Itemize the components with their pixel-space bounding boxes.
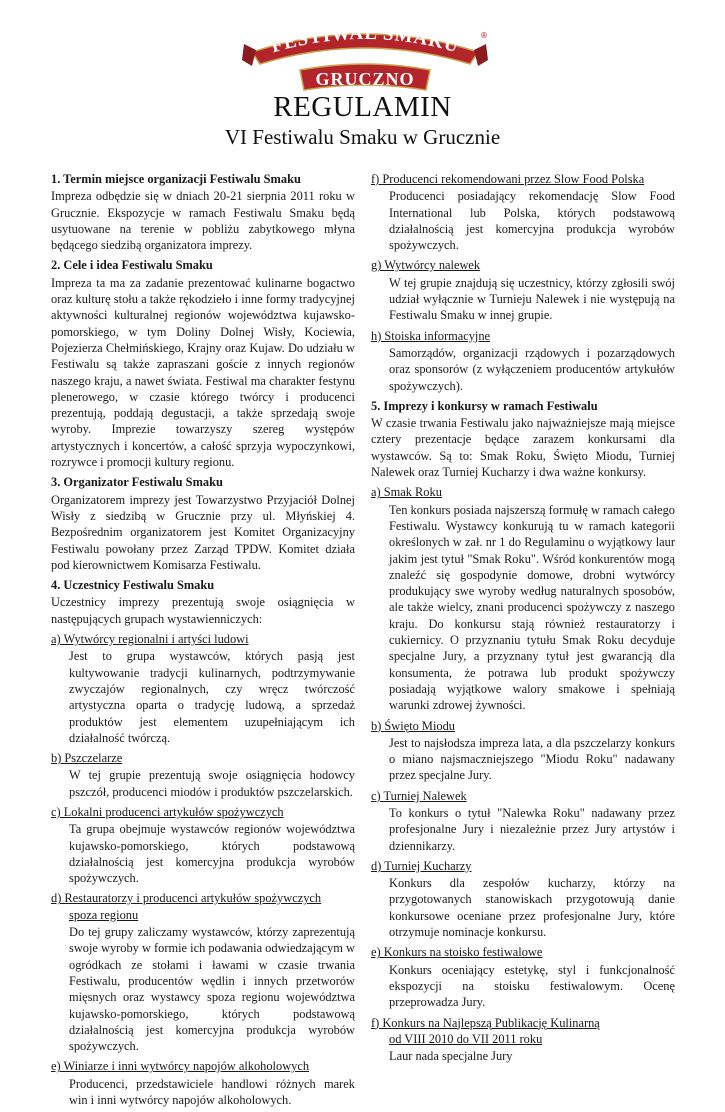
section-4-heading: 4. Uczestnicy Festiwalu Smaku: [51, 578, 215, 593]
contest-e-text: Konkurs oceniający estetykę, styl i funkcjonalność ekspozycji na stoisku festiwalowym. Ocenę przeprowadza Jury.: [389, 962, 675, 1010]
group-d-label: d) Restauratorzy i producenci artykułów spożywczych spoza regionu: [51, 891, 322, 922]
logo-ribbon-tail-right: [474, 44, 488, 66]
logo-reg-mark: ®: [480, 31, 488, 40]
contest-d-text: Konkurs dla zespołów kucharzy, którzy na przygotowanych stanowiskach przygotowują danie konkursowe oceniane przez profesjonalne Jury, które otrzymuje nominacje konkursu.: [389, 876, 675, 940]
group-g-text: W tej grupie znajdują się uczestnicy, którzy zgłosili swój udział wyłącznie w Turnieju Nalewek i nie występują na Festiwalu Smaku w innej grupie.: [389, 275, 675, 323]
contest-c-label: c) Turniej Nalewek: [371, 788, 467, 803]
section-5-text: W czasie trwania Festiwalu jako najważniejsze mają miejsce cztery prezentacje będące zarazem konkursami dla wystawców. Są to: Smak Roku, Święto Miodu, Turniej Nalewek oraz Turniej Kucharzy i dwa ważne konkursy.: [371, 416, 675, 480]
contest-c-text: To konkurs o tytuł "Nalewka Roku" nadawany przez profesjonalne Jury i niezależnie przez Jury artystów i dziennikarzy.: [389, 805, 675, 853]
section-3-text: Organizatorem imprezy jest Towarzystwo Przyjaciół Dolnej Wisły z siedzibą w Grucznie przy ul. Młyńskiej 4. Bezpośrednim organizatorem jest Komitet Organizacyjny Festiwalu powołany przez Zarząd TPDW. Komitet działa pod kierownictwem Komisarza Festiwalu.: [51, 492, 355, 572]
contest-a-text: Ten konkurs posiada najszerszą formułę w ramach całego Festiwalu. Wystawcy konkurują tu w ramach kategorii określonych w zał. nr 1 do Regulaminu o wyjątkowy laur jakim jest tytuł "Smak Roku". Wśród konkurentów mogą znaleźć się gospodynie domowe, drobni wytwórcy produkujący swe wyroby według naturalnych sposobów, ale także wielcy, znani producenci spożywczy z naszego kraju. Do konkursu stają również restauratorzy i cukiernicy. O przyznaniu tytułu Smak Roku decyduje specjalne Jury, a przyznany tytuł jest gwarancją dla konsumenta, że potrawa lub produkt spożywczy posiadają wyjątkowe walory smakowe i spełniają warunki zdrowej żywności.: [389, 502, 675, 713]
contest-b-label: b) Święto Miodu: [371, 718, 455, 733]
group-c-label: c) Lokalni producenci artykułów spożywczych: [51, 804, 284, 819]
group-f-text: Producenci posiadający rekomendację Slow Food International lub Polska, których podstawową działalnością jest komercyjna produkcja wyrobów spożywczych.: [389, 189, 675, 253]
group-a-label: a) Wytwórcy regionalni i artyści ludowi: [51, 632, 249, 647]
contest-f-text: Laur nada specjalne Jury: [389, 1049, 513, 1064]
section-1-text: Impreza odbędzie się w dniach 20-21 sierpnia 2011 roku w Grucznie. Ekspozycje w ramach Festiwalu Smaku będą usytuowane na terenie w pobliżu zabytkowego młyna będącego siedzibą organizatora imprezy.: [51, 189, 355, 253]
group-b-text: W tej grupie prezentują swoje osiągnięcia hodowcy pszczół, producenci miodów i produktów pszczelarskich.: [69, 768, 355, 799]
group-e-text: Producenci, przedstawiciele handlowi różnych marek win i inni wytwórcy napojów alkoholowych.: [69, 1076, 355, 1108]
section-1-heading: 1. Termin miejsce organizacji Festiwalu Smaku: [51, 172, 301, 186]
left-column: [51, 171, 355, 1112]
group-h-label: h) Stoiska informacyjne: [371, 328, 491, 343]
section-4-text: Uczestnicy imprezy prezentują swoje osiągnięcia w następujących grupach wystawienniczych:: [51, 595, 355, 626]
logo-line1: FESTIWAL SMAKU: [268, 22, 462, 58]
section-2-heading: 2. Cele i idea Festiwalu Smaku: [51, 258, 213, 273]
contest-a-label: a) Smak Roku: [371, 485, 442, 500]
section-2-text: Impreza ta ma za zadanie prezentować kulinarne bogactwo oraz kulturę stołu a także rękodzieło i inne formy tradycyjnej aktywności kulturalnej regionów województwa kujawsko-pomorskiego, w tym Doliny Dolnej Wisły, Kociewia, Pojezierza Chełmińskiego, Krajny oraz Kujaw. Do udziału w Festiwalu są także zapraszani goście z innych regionów naszego kraju, a nawet świata. Festiwal ma charakter festynu plenerowego, w czasie którego twórcy i producenci prezentują, poddają degustacji, a także sprzedają swoje wyroby. Imprezie towarzyszy szereg występów artystycznych i koncertów, a całość sprzyja wypoczynkowi, rozrywce i promocji kultury regionu.: [51, 275, 355, 470]
contest-e-label: e) Konkurs na stoisko festiwalowe: [371, 945, 543, 960]
section-3-heading: 3. Organizator Festiwalu Smaku: [51, 475, 223, 490]
logo-line2: GRUCZNO: [315, 69, 415, 89]
group-b-label: b) Pszczelarze: [51, 751, 123, 766]
group-h-text: Samorządów, organizacji rządowych i pozarządowych oraz sponsorów (z wyłączeniem producentów artykułów spożywczych).: [389, 345, 675, 393]
group-g-label: g) Wytwórcy nalewek: [371, 258, 481, 273]
festival-logo: [240, 14, 490, 92]
contest-b-text: Jest to najsłodsza impreza lata, a dla pszczelarzy konkurs o miano najsmaczniejszego "Miodu Roku" nadawany przez specjalne Jury.: [389, 735, 675, 783]
group-c-text: Ta grupa obejmuje wystawców regionów województwa kujawsko-pomorskiego, których podstawową działalnością jest komercyjna produkcja wyrobów spożywczych.: [69, 822, 355, 886]
right-column: [371, 171, 675, 1068]
page-title: REGULAMIN: [273, 91, 452, 123]
page-subtitle: VI Festiwalu Smaku w Grucznie: [224, 125, 501, 149]
contest-f-label: f) Konkurs na Najlepszą Publikację Kulinarną od VIII 2010 do VII 2011 roku: [371, 1015, 600, 1046]
section-5-heading: 5. Imprezy i konkursy w ramach Festiwalu: [371, 398, 598, 413]
group-d-text: Do tej grupy zaliczamy wystawców, którzy zaprezentują swoje wyroby w formie ich podawania odwiedzającym w ogródkach ze stołami i ławami w czasie trwania Festiwalu, producentów wędlin i innych przetworów mięsnych oraz wystawcy spoza regionu województwa kujawsko-pomorskiego, których podstawową działalnością jest komercyjna produkcja wyrobów spożywczych.: [69, 925, 355, 1054]
contest-d-label: d) Turniej Kucharzy: [371, 858, 472, 873]
group-e-label: e) Winiarze i inni wytwórcy napojów alkoholowych: [51, 1059, 310, 1074]
logo-ribbon-tail-left: [242, 44, 256, 66]
group-a-text: Jest to grupa wystawców, których pasją jest kultywowanie tradycji kulinarnych, podtrzymywanie zwyczajów regionalnych, czy wręcz twórczość artystyczna oparta o tradycję ludową, a sprzedaż produktów jest elementem uzupełniającym ich działalność twórczą.: [69, 649, 355, 745]
group-f-label: f) Producenci rekomendowani przez Slow Food Polska: [371, 172, 645, 186]
